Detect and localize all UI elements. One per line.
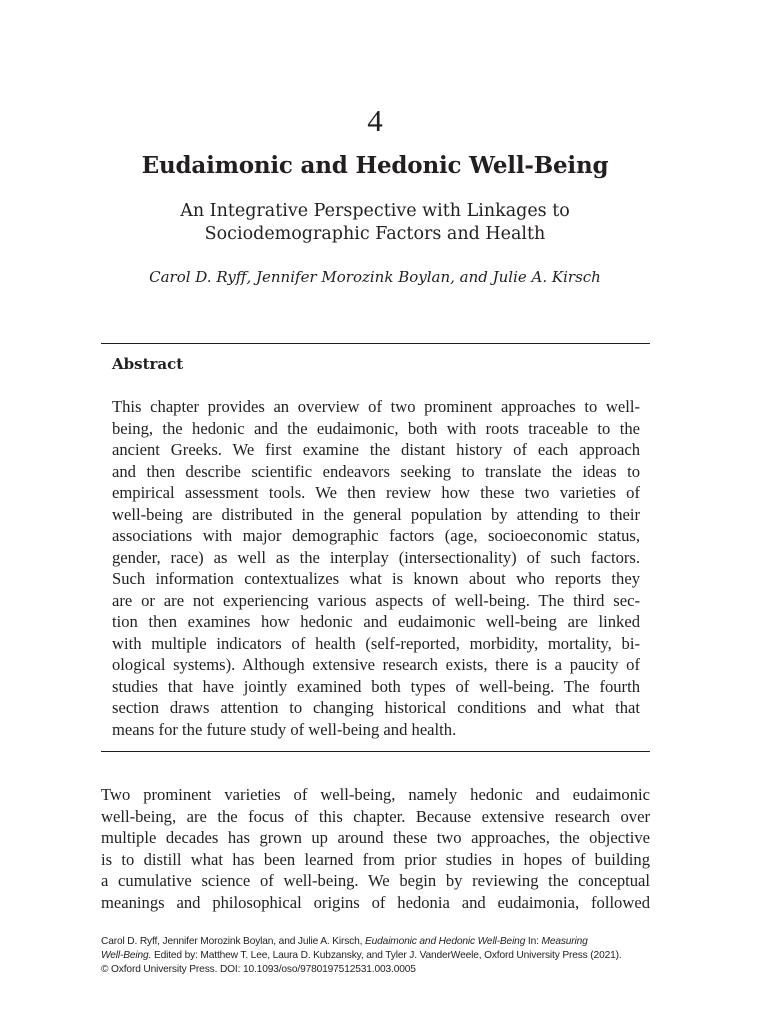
abstract-bottom-rule xyxy=(101,751,650,752)
footnote-book-title: Measuring xyxy=(541,936,588,947)
body-line: is to distill what has been learned from prior studies in hopes of building xyxy=(101,849,650,869)
abstract-text xyxy=(112,396,640,740)
subtitle-line: Sociodemographic Factors and Health xyxy=(204,224,546,244)
chapter-number: 4 xyxy=(367,103,383,138)
footnote-line xyxy=(101,935,661,949)
abstract-top-rule xyxy=(101,343,650,344)
abstract-line: well-being are distributed in the general population by attending to their xyxy=(112,504,640,524)
abstract-line: Such information contextualizes what is known about who reports they xyxy=(112,569,640,588)
chapter-title: Eudaimonic and Hedonic Well-Being xyxy=(141,152,609,179)
subtitle-line: An Integrative Perspective with Linkages to xyxy=(180,201,570,221)
abstract-line: ological systems). Although extensive research exists, there is a paucity of xyxy=(112,655,640,674)
body-line: Two prominent varieties of well-being, namely hedonic and eudaimonic xyxy=(101,785,650,804)
body-line: multiple decades has grown up around these two approaches, the objective xyxy=(101,828,650,847)
abstract-line: are or are not experiencing various aspects of well-being. The third sec- xyxy=(112,590,640,610)
abstract-line: with multiple indicators of health (self-reported, morbidity, mortality, bi- xyxy=(112,633,640,653)
abstract-line: This chapter provides an overview of two prominent approaches to well- xyxy=(112,397,640,416)
chapter-authors: Carol D. Ryff, Jennifer Morozink Boylan, and Julie A. Kirsch xyxy=(149,268,601,286)
footnote-in: In: xyxy=(525,936,542,947)
body-line: meanings and philosophical origins of hedonia and eudaimonia, followed xyxy=(101,892,650,912)
body-line: a cumulative science of well-being. We begin by reviewing the conceptual xyxy=(101,871,650,890)
abstract-line: gender, race) as well as the interplay (intersectionality) of such factors. xyxy=(112,547,640,567)
citation-footnote xyxy=(101,935,661,977)
abstract-line: means for the future study of well-being and health. xyxy=(112,719,457,739)
body-line: well-being, are the focus of this chapter. Because extensive research over xyxy=(101,806,650,826)
abstract-heading: Abstract xyxy=(112,355,184,373)
footnote-authors: Carol D. Ryff, Jennifer Morozink Boylan, and Julie A. Kirsch, xyxy=(101,936,365,947)
abstract-line: and then describe scientific endeavors seeking to translate the ideas to xyxy=(112,461,640,481)
abstract-line: empirical assessment tools. We then review how these two varieties of xyxy=(112,483,640,502)
footnote-book-title-cont: Well-Being. xyxy=(101,950,152,961)
abstract-line: studies that have jointly examined both types of well-being. The fourth xyxy=(112,676,640,696)
footnote-line xyxy=(101,949,661,963)
body-paragraph xyxy=(101,784,650,913)
footnote-copyright: © Oxford University Press. DOI: 10.1093/oso/9780197512531.003.0005 xyxy=(101,964,416,975)
footnote-chapter-title: Eudaimonic and Hedonic Well-Being xyxy=(365,936,526,947)
abstract-line: being, the hedonic and the eudaimonic, both with roots traceable to the xyxy=(112,418,640,438)
footnote-editors: Edited by: Matthew T. Lee, Laura D. Kubzansky, and Tyler J. VanderWeele, Oxford University Press (2021). xyxy=(151,950,622,961)
abstract-line: ancient Greeks. We first examine the distant history of each approach xyxy=(112,440,640,459)
abstract-line: associations with major demographic factors (age, socioeconomic status, xyxy=(112,526,640,545)
chapter-subtitle xyxy=(0,200,750,246)
abstract-line: tion then examines how hedonic and eudaimonic well-being are linked xyxy=(112,612,640,631)
abstract-line: section draws attention to changing historical conditions and what that xyxy=(112,698,640,717)
